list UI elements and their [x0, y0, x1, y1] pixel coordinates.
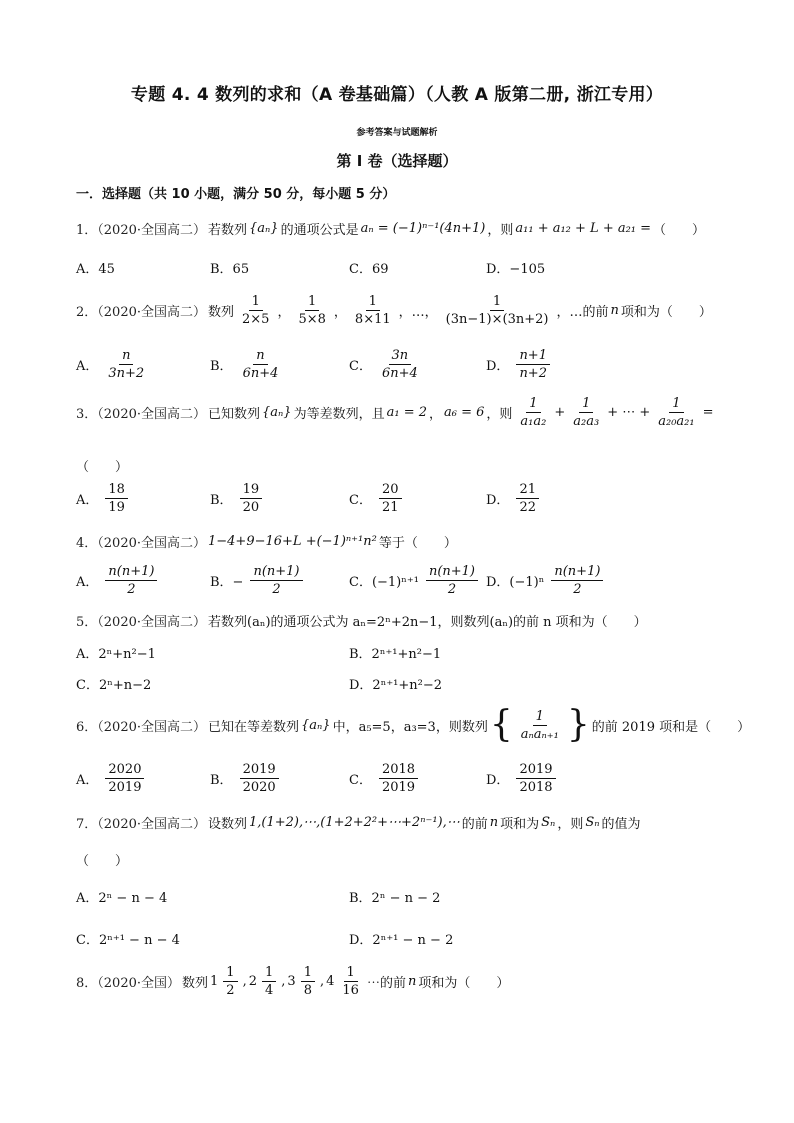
question-3: 3．（2020·全国高二） 已知数列 {aₙ} 为等差数列，且 a₁ = 2 ， a₆ = 6 ，则 $\frac{1}{\text{a₁a₂}}$ + $\frac{1}{\text{a₂a₃}}$ + ⋯ + $\frac{1}{\text{a₂₀a₂₁}}$ = — [76, 396, 714, 429]
question-text: 项和为（ ） — [418, 976, 510, 991]
right-brace: } — [566, 704, 590, 745]
question-4 — [76, 532, 457, 551]
ellipsis: ，…， — [398, 305, 438, 320]
mixed-number: 1 — [210, 974, 219, 989]
question-text: ，…的前 — [556, 305, 609, 320]
fraction: $\frac{1}{2\times 5}$ — [242, 294, 270, 327]
math-seq: {aₙ} — [249, 221, 279, 236]
option-b[interactable]: B．2ⁿ⁺¹+n²−1 — [349, 647, 442, 662]
question-text: 若数列 — [208, 223, 248, 238]
question-text: 若数列(aₙ)的通项公式为 aₙ=2ⁿ+2n−1，则数列(aₙ)的前 n 项和为（ ） — [208, 615, 647, 630]
left-brace: { — [489, 704, 513, 745]
math-cond: a₆ = 6 — [444, 405, 485, 420]
option-c[interactable]: C． $\frac{2018}{2019}$ — [349, 762, 421, 795]
question-text: 中，a₅=5，a₃=3，则数列 — [332, 719, 488, 735]
option-a[interactable]: A．2ⁿ+n²−1 — [76, 647, 156, 662]
document-subtitle: 参考答案与试题解析 — [356, 128, 438, 138]
option-d[interactable]: D． $\frac{21}{22}$ — [486, 482, 542, 515]
option-a[interactable]: A． $\frac{n(n+1)}{2}$ — [76, 564, 160, 597]
question-text: 项和为（ ） — [620, 305, 712, 320]
question-text: ，则 — [557, 817, 584, 832]
fraction: $\frac{1}{2}$ — [223, 965, 237, 998]
mixed-number: 3 — [287, 974, 296, 989]
question-text: 的前 2019 项和是（ ） — [591, 719, 751, 735]
option-b[interactable]: B． $\frac{n}{6n+4}$ — [210, 348, 279, 381]
fraction: $\frac{1}{\text{aₙaₙ₊₁}}$ — [520, 708, 559, 742]
question-8: 8．（2020·全国） 数列 1 $\frac{1}{2}$ , 2 $\frac{1}{4}$ , 3 $\frac{1}{8}$ , 4 $\frac{1}{16}$ ⋯的前 n 项和为（ ） — [76, 965, 510, 998]
section-heading: 第 I 卷（选择题） — [336, 152, 458, 170]
math-s: Sₙ — [541, 815, 556, 830]
fraction: $\frac{1}{4}$ — [262, 965, 276, 998]
question-6 — [76, 704, 751, 745]
fraction: $\frac{1}{\text{a₂a₃}}$ — [573, 396, 600, 429]
question-text: ，则 — [487, 223, 514, 238]
option-d[interactable]: D．2ⁿ⁺¹+n²−2 — [349, 678, 443, 693]
question-text: 等于（ ） — [378, 536, 457, 551]
fraction: $\frac{1}{16}$ — [342, 965, 359, 998]
question-text: 数列 — [182, 976, 209, 991]
answer-paren: （ ） — [76, 854, 129, 869]
question-source: 6．（2020·全国高二） — [76, 719, 206, 735]
question-text: 设数列 — [208, 817, 248, 832]
math-eq: = — [702, 405, 714, 420]
fraction: $\frac{1}{\text{a₁a₂}}$ — [520, 396, 547, 429]
question-text: ⋯的前 — [366, 976, 406, 991]
question-5 — [76, 611, 647, 630]
question-source: 1．（2020·全国高二） — [76, 223, 206, 238]
math-n: n — [407, 974, 417, 989]
question-source: 2．（2020·全国高二） — [76, 305, 206, 320]
option-d[interactable]: D．−105 — [486, 262, 546, 277]
answer-paren-line — [76, 850, 128, 869]
answer-paren: （ ） — [653, 223, 706, 238]
fraction: $\frac{1}{\text{a₂₀a₂₁}}$ — [658, 396, 695, 429]
question-text: 项和为 — [500, 817, 540, 832]
fraction: $\frac{1}{5\times 8}$ — [298, 294, 326, 327]
question-7 — [76, 813, 641, 832]
fraction: $\frac{1}{8\times 11}$ — [354, 294, 391, 327]
math-formula: aₙ = (−1)ⁿ⁻¹(4n+1) — [360, 221, 486, 236]
question-text: 的通项公式是 — [280, 223, 359, 238]
question-source: 5．（2020·全国高二） — [76, 615, 206, 630]
question-2: 2．（2020·全国高二） 数列 $\frac{1}{2\times 5}$ ， $\frac{1}{5\times 8}$ ， $\frac{1}{8\times 11}$ ，…， $\frac{1}{(3n-1)\times(3n+2)}$ ，…的前 n 项和为（ ） — [76, 294, 712, 327]
question-text: ，则 — [486, 407, 513, 422]
option-c[interactable]: C．(−1)ⁿ⁺¹ $\frac{n(n+1)}{2}$ — [349, 564, 481, 597]
option-a[interactable]: A．45 — [76, 262, 115, 277]
math-expr: 1−4+9−16+L +(−1)ⁿ⁺¹n² — [208, 534, 377, 549]
question-text: 的值为 — [601, 817, 641, 832]
fraction: $\frac{1}{(3n-1)\times(3n+2)}$ — [445, 294, 549, 327]
option-c[interactable]: C． $\frac{3n}{6n+4}$ — [349, 348, 418, 381]
option-c[interactable]: C． $\frac{20}{21}$ — [349, 482, 405, 515]
question-source: 4．（2020·全国高二） — [76, 536, 206, 551]
math-seq: {aₙ} — [262, 405, 292, 420]
option-b[interactable]: B．65 — [210, 262, 250, 277]
math-n: n — [610, 303, 619, 318]
option-a[interactable]: A．2ⁿ − n − 4 — [76, 891, 168, 906]
option-d[interactable]: D． $\frac{2019}{2018}$ — [486, 762, 559, 795]
option-b[interactable]: B．2ⁿ − n − 2 — [349, 891, 441, 906]
question-source: 3．（2020·全国高二） — [76, 407, 206, 422]
question-source: 8．（2020·全国） — [76, 976, 180, 991]
option-d[interactable]: D．(−1)ⁿ $\frac{n(n+1)}{2}$ — [486, 564, 606, 597]
mixed-number: 2 — [248, 974, 257, 989]
document-title: 专题 4. 4 数列的求和（A 卷基础篇）（人教 A 版第二册, 浙江专用） — [130, 85, 664, 105]
question-text: 已知在等差数列 — [208, 719, 300, 735]
option-b[interactable]: B． $\frac{2019}{2020}$ — [210, 762, 282, 795]
option-d[interactable]: D．2ⁿ⁺¹ − n − 2 — [349, 933, 454, 948]
math-sum: a₁₁ + a₁₂ + L + a₂₁ = — [515, 221, 652, 236]
math-mid: + ⋯ + — [607, 405, 651, 420]
math-cond: a₁ = 2 — [386, 405, 427, 420]
math-s: Sₙ — [585, 815, 600, 830]
fraction: $\frac{1}{8}$ — [301, 965, 315, 998]
option-a[interactable]: A． $\frac{2020}{2019}$ — [76, 762, 147, 795]
part-heading: 一．选择题（共 10 小题，满分 50 分，每小题 5 分） — [76, 187, 396, 202]
question-source: 7．（2020·全国高二） — [76, 817, 206, 832]
question-text: 数列 — [208, 305, 235, 320]
math-n: n — [489, 815, 499, 830]
option-b[interactable]: B． $\frac{19}{20}$ — [210, 482, 265, 515]
question-text: 为等差数列，且 — [293, 407, 385, 422]
option-d[interactable]: D． $\frac{n+1}{n+2}$ — [486, 348, 553, 381]
question-text: 已知数列 — [208, 407, 261, 422]
option-a[interactable]: A． $\frac{n}{3n+2}$ — [76, 348, 145, 381]
option-c[interactable]: C．69 — [349, 262, 389, 277]
answer-paren-line — [76, 456, 128, 475]
math-seq: {aₙ} — [301, 717, 331, 733]
math-expr: 1,(1+2),⋯,(1+2+2²+⋯+2ⁿ⁻¹),⋯ — [249, 815, 460, 830]
mixed-number: 4 — [326, 974, 335, 989]
question-text: 的前 — [461, 817, 488, 832]
question-1 — [76, 219, 705, 238]
option-c[interactable]: C．2ⁿ⁺¹ − n − 4 — [76, 933, 180, 948]
option-b[interactable]: B．− $\frac{n(n+1)}{2}$ — [210, 564, 306, 597]
answer-paren: （ ） — [76, 460, 129, 475]
option-a[interactable]: A． $\frac{18}{19}$ — [76, 482, 131, 515]
option-c[interactable]: C．2ⁿ+n−2 — [76, 678, 152, 693]
